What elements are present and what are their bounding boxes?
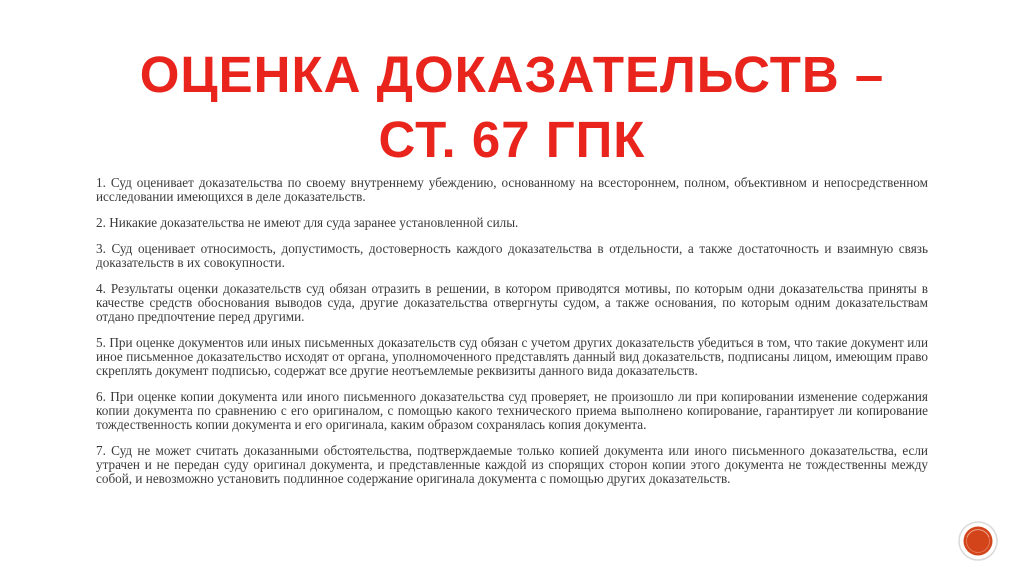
paragraph-1: 1. Суд оценивает доказательства по своему внутреннему убеждению, основанному на всестороннем, полном, объективном и непосредственном исследовании имеющихся в деле доказательств.: [96, 175, 928, 205]
paragraph-3: 3. Суд оценивает относимость, допустимость, достоверность каждого доказательства в отдельности, а также достаточность и взаимную связь доказательств в их совокупности.: [96, 240, 928, 270]
paragraph-6: 6. При оценке копии документа или иного письменного доказательства суд проверяет, не произошло ли при копировании изменение содержания копии документа по сравнению с его оригиналом, с помощью какого технического приема выполнено копирование, гарантирует ли копирование тождественность копии документа и его оригинала, каким образом сохранялась копия документа.: [96, 388, 928, 433]
slide-title: [80, 42, 944, 172]
title-line-2: СТ. 67 ГПК: [378, 111, 646, 168]
title-line-1: ОЦЕНКА ДОКАЗАТЕЛЬСТВ –: [139, 46, 885, 103]
circle-badge-icon: [958, 521, 998, 561]
paragraph-4: 4. Результаты оценки доказательств суд обязан отразить в решении, в котором приводятся мотивы, по которым одни доказательства приняты в качестве средств обоснования выводов суда, другие доказательства отвергнуты судом, а также основания, по которым одним доказательствам отдано предпочтение перед другими.: [96, 280, 928, 324]
slide-body: [96, 176, 928, 498]
paragraph-7: 7. Суд не может считать доказанными обстоятельства, подтверждаемые только копией документа или иного письменного доказательства, если утрачен и не передан суду оригинал документа, и представленные каждой из спорящих сторон копии этого документа не тождественны между собой, и невозможно установить подлинное содержание оригинала документа с помощью других доказательств.: [96, 442, 928, 487]
paragraph-2: 2. Никакие доказательства не имеют для суда заранее установленной силы.: [96, 214, 519, 230]
paragraph-5: 5. При оценке документов или иных письменных доказательств суд обязан с учетом других доказательств убедиться в том, что такие документ или иное письменное доказательство исходят от органа, уполномоченного представлять данный вид доказательств, подписаны лицом, имеющим право скреплять документ подписью, содержат все другие неотъемлемые реквизиты данного вида доказательств.: [96, 334, 928, 379]
